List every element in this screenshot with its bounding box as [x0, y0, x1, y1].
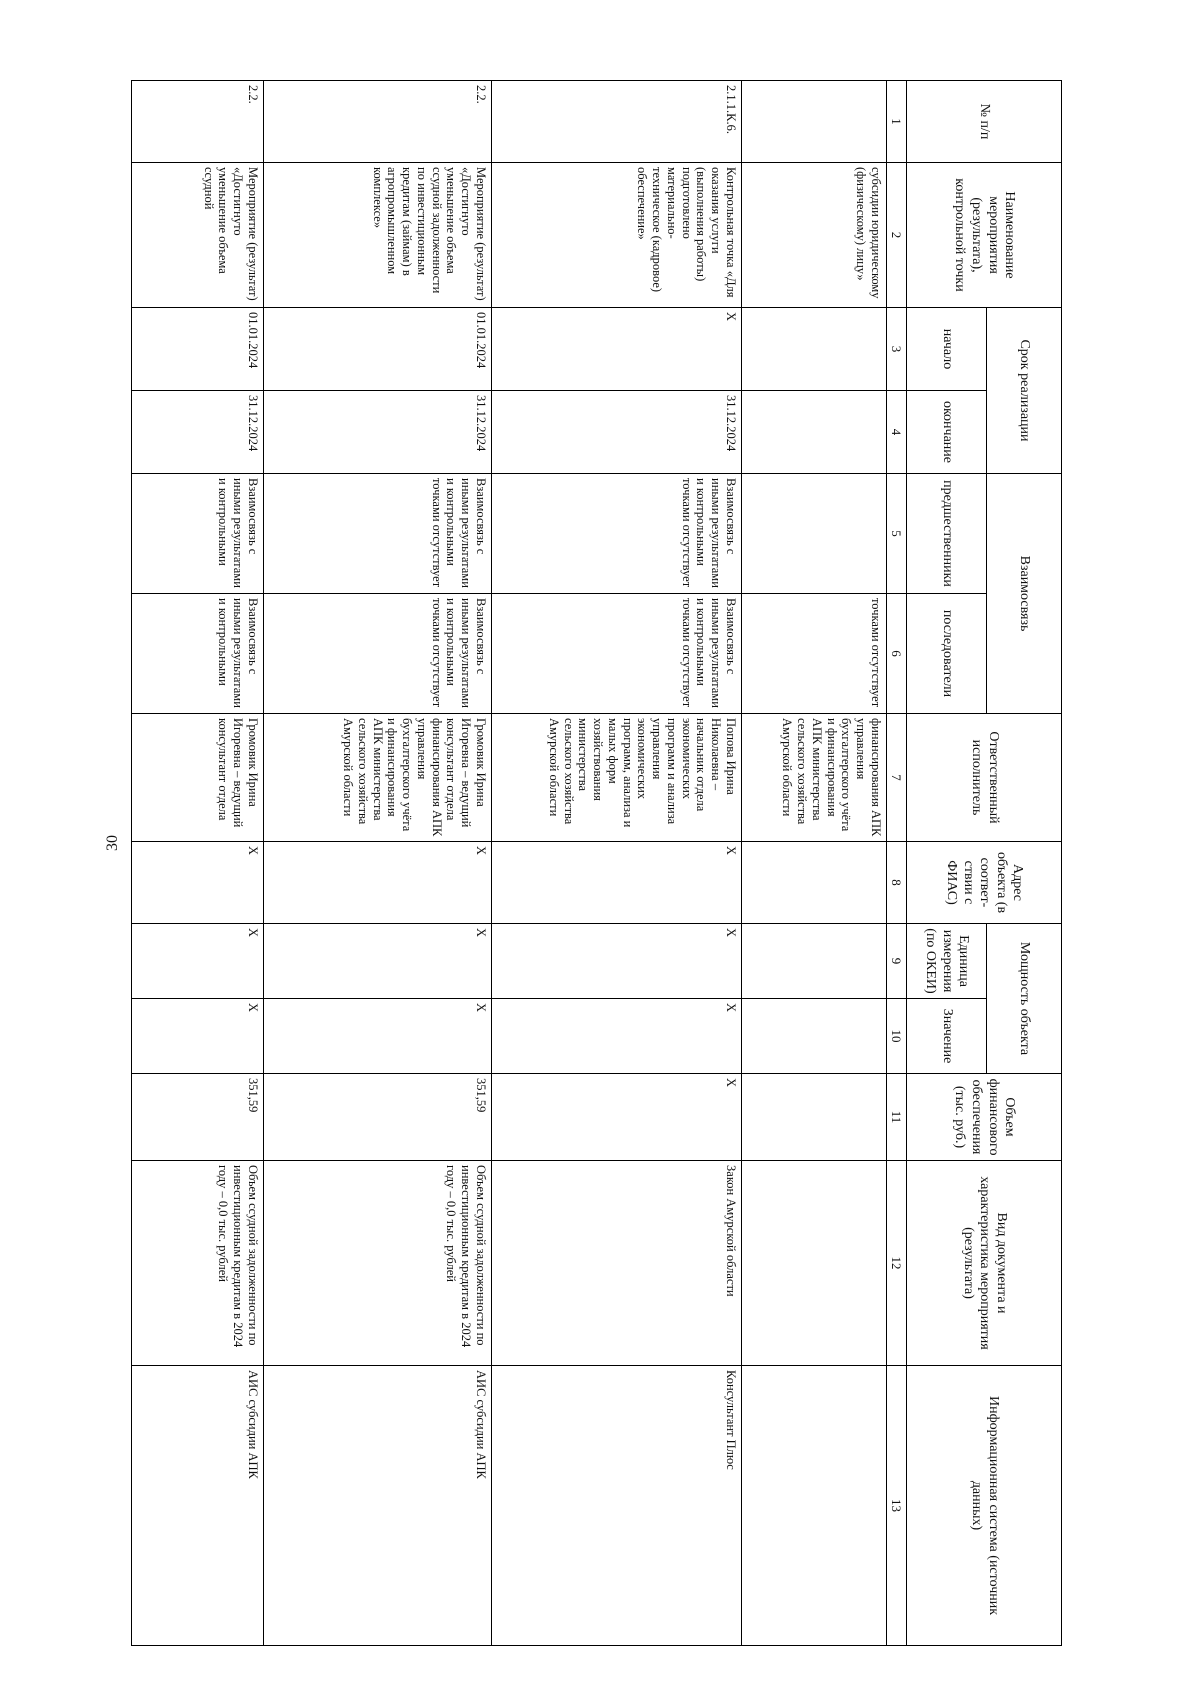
table-row: [132, 81, 264, 1646]
cell-name: субсидии юридическому (физическому) лицу»: [742, 163, 887, 308]
cell-document: Закон Амурской области: [492, 1161, 742, 1366]
cell-predecessors: [742, 474, 887, 594]
cell-predecessors: Взаимосвязь с иными результатами и контрольными точками отсутствует: [264, 474, 492, 594]
cell-responsible: Громовик Ирина Игоревна – ведущий консультант отдела: [132, 714, 264, 842]
cell-info-system: АИС субсидии АПК: [132, 1366, 264, 1646]
col-number: 7: [887, 714, 907, 842]
cell-financing: 351,59: [264, 1074, 492, 1161]
header-capacity: Мощность объекта: [987, 924, 1062, 1074]
cell-predecessors: Взаимосвязь с иными результатами и контрольными точками отсутствует: [492, 474, 742, 594]
cell-info-system: [742, 1366, 887, 1646]
header-num: № п/п: [907, 81, 1062, 163]
cell-num: 2.1.1.К.6.: [492, 81, 742, 163]
col-number: 12: [887, 1161, 907, 1366]
cell-responsible: Громовик Ирина Игоревна – ведущий консультант отдела финансирования АПК управления бухгалтерского учёта и финансирования АПК министерства сельского хозяйства Амурской области: [264, 714, 492, 842]
cell-start: 01.01.2024: [264, 308, 492, 391]
cell-financing: 351,59: [132, 1074, 264, 1161]
cell-num: [742, 81, 887, 163]
header-value: Значение: [907, 999, 987, 1074]
cell-end: 31.12.2024: [492, 391, 742, 474]
col-number: 1: [887, 81, 907, 163]
cell-unit: X: [264, 924, 492, 999]
cell-responsible: финансирования АПК управления бухгалтерского учёта и финансирования АПК министерства сельского хозяйства Амурской области: [742, 714, 887, 842]
cell-value: X: [492, 999, 742, 1074]
cell-successors: Взаимосвязь с иными результатами и контрольными: [132, 594, 264, 714]
header-predecessors: предшественники: [907, 474, 987, 594]
cell-successors: точками отсутствует: [742, 594, 887, 714]
col-number: 10: [887, 999, 907, 1074]
cell-address: [742, 842, 887, 924]
cell-info-system: АИС субсидии АПК: [264, 1366, 492, 1646]
col-number: 2: [887, 163, 907, 308]
cell-info-system: Консультант Плюс: [492, 1366, 742, 1646]
cell-value: X: [264, 999, 492, 1074]
header-document: Вид документа и характеристика мероприятия (результата): [907, 1161, 1062, 1366]
cell-financing: [742, 1074, 887, 1161]
header-unit: Единица измерения (по ОКЕИ): [907, 924, 987, 999]
col-number: 13: [887, 1366, 907, 1646]
table-row: [742, 81, 887, 1646]
col-number: 9: [887, 924, 907, 999]
cell-unit: [742, 924, 887, 999]
cell-address: X: [264, 842, 492, 924]
col-number: 3: [887, 308, 907, 391]
implementation-plan-table: [131, 80, 1062, 1646]
header-period: Срок реализации: [987, 308, 1062, 474]
header-link: Взаимосвязь: [987, 474, 1062, 714]
cell-unit: X: [492, 924, 742, 999]
col-number: 11: [887, 1074, 907, 1161]
cell-num: 2.2.: [264, 81, 492, 163]
cell-address: X: [492, 842, 742, 924]
cell-num: 2.2.: [132, 81, 264, 163]
cell-end: 31.12.2024: [132, 391, 264, 474]
page-number: 30: [104, 835, 121, 851]
cell-end: 31.12.2024: [264, 391, 492, 474]
cell-value: X: [132, 999, 264, 1074]
col-number: 5: [887, 474, 907, 594]
table-body: [132, 81, 907, 1646]
col-number: 6: [887, 594, 907, 714]
cell-document: Объем ссудной задолженности по инвестиционным кредитам в 2024 году – 0,0 тыс. рублей: [264, 1161, 492, 1366]
header-start: начало: [907, 308, 987, 391]
cell-successors: Взаимосвязь с иными результатами и контрольными точками отсутствует: [492, 594, 742, 714]
cell-value: [742, 999, 887, 1074]
cell-responsible: Попова Ирина Николаевна – начальник отдела экономических программ и анализа управления экономических программ, анализа и малых форм хозяйствования министерства сельского хозяйства Амурской области: [492, 714, 742, 842]
cell-end: [742, 391, 887, 474]
cell-name: Мероприятие (результат) «Достигнуто уменьшение объема ссудной задолженности по инвестиционным кредитам (займам) в агропромышленном комплексе»: [264, 163, 492, 308]
cell-successors: Взаимосвязь с иными результатами и контрольными точками отсутствует: [264, 594, 492, 714]
col-number: 4: [887, 391, 907, 474]
header-info-system: Информационная система (источник данных): [907, 1366, 1062, 1646]
cell-unit: X: [132, 924, 264, 999]
cell-name: Контрольная точка «Для оказания услуги (выполнения работы) подготовлено материально-техническое (кадровое) обеспечение»: [492, 163, 742, 308]
header-financing: Объем финансового обеспечения (тыс. руб.): [907, 1074, 1062, 1161]
header-address: Адрес объекта (в соответ-ствии с ФИАС): [907, 842, 1062, 924]
cell-financing: X: [492, 1074, 742, 1161]
cell-address: X: [132, 842, 264, 924]
cell-predecessors: Взаимосвязь с иными результатами и контрольными: [132, 474, 264, 594]
header-end: окончание: [907, 391, 987, 474]
header-successors: последователи: [907, 594, 987, 714]
cell-start: [742, 308, 887, 391]
col-number: 8: [887, 842, 907, 924]
rotated-table-container: [132, 80, 1062, 1645]
cell-start: X: [492, 308, 742, 391]
cell-name: Мероприятие (результат) «Достигнуто уменьшение объема ссудной: [132, 163, 264, 308]
cell-document: [742, 1161, 887, 1366]
cell-start: 01.01.2024: [132, 308, 264, 391]
cell-document: Объем ссудной задолженности по инвестиционным кредитам в 2024 году – 0,0 тыс. рублей: [132, 1161, 264, 1366]
header-name: Наименование мероприятия (результата), контрольной точки: [907, 163, 1062, 308]
table-row: [492, 81, 742, 1646]
column-number-row: [887, 81, 907, 1646]
table-row: [264, 81, 492, 1646]
header-responsible: Ответственный исполнитель: [907, 714, 1062, 842]
table-header: [907, 81, 1062, 1646]
